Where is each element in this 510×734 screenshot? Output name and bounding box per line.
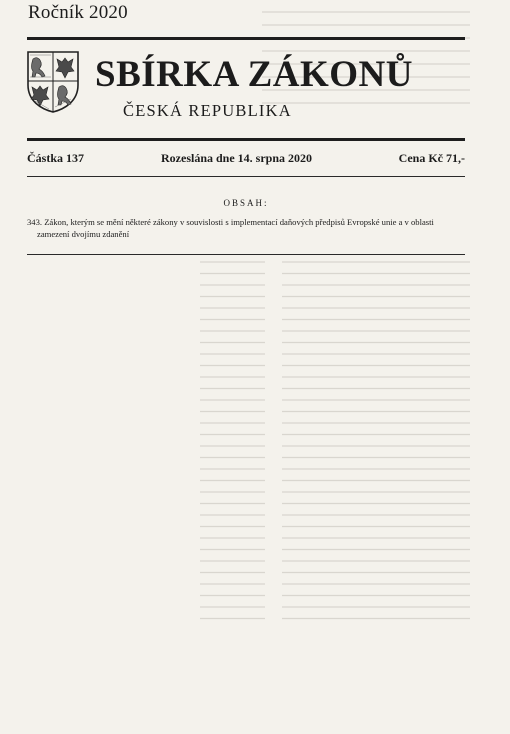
masthead-bottom-rule [27, 138, 465, 141]
contents-bottom-rule [27, 254, 465, 255]
czech-coat-of-arms-icon [27, 51, 79, 113]
contents-item-line-2: zamezení dvojímu zdanění [37, 229, 130, 239]
gazette-title: SBÍRKA ZÁKONŮ [95, 54, 413, 95]
issue-number: Částka 137 [27, 151, 85, 165]
gazette-subtitle: ČESKÁ REPUBLIKA [123, 101, 292, 120]
top-rule [27, 37, 465, 40]
contents-item [27, 216, 463, 240]
masthead [27, 48, 465, 126]
contents-item-line-1: 343. Zákon, kterým se mění některé zákony v souvislosti s implementací daňových předpisů Evropské unie a v oblasti [27, 217, 434, 227]
contents-heading: OBSAH: [223, 198, 269, 208]
issue-info-row [27, 151, 465, 169]
distribution-date: Rozeslána dne 14. srpna 2020 [161, 151, 313, 165]
issue-row-rule [27, 176, 465, 177]
volume-year: Ročník 2020 [28, 2, 128, 23]
issue-price: Cena Kč 71,- [398, 151, 465, 165]
